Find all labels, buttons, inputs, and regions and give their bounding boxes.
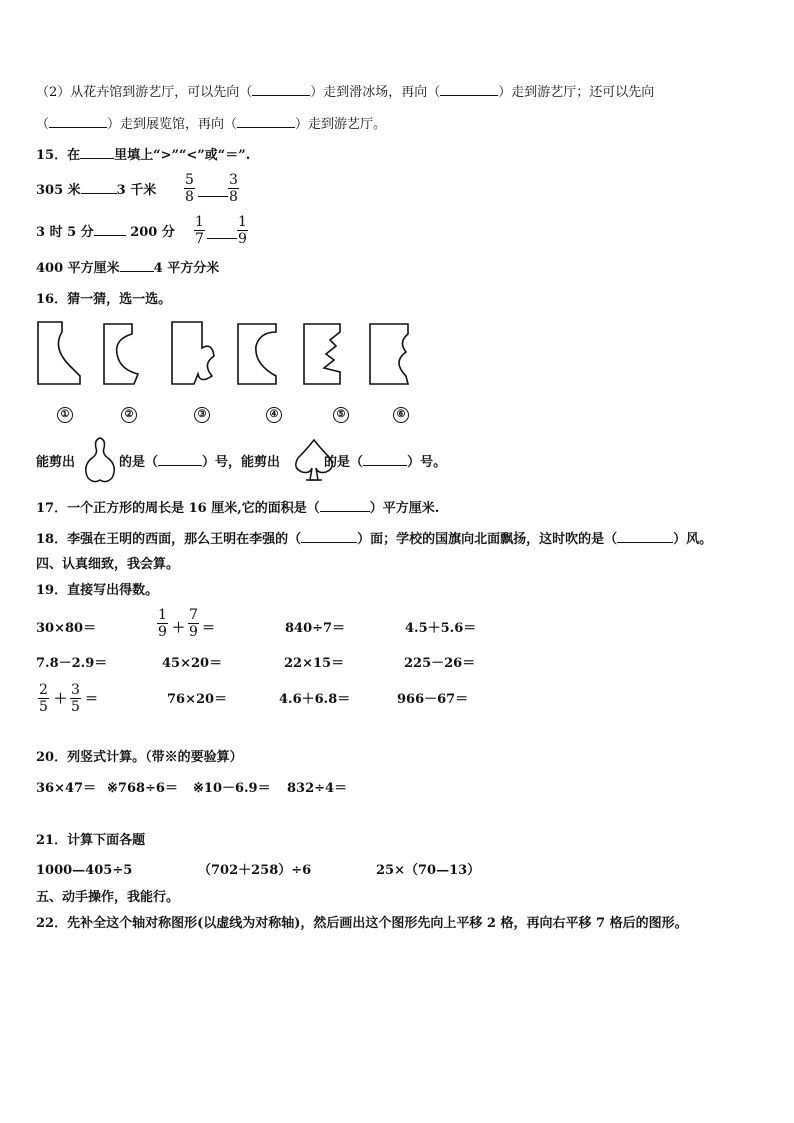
calc-item: 25×（70—13） bbox=[376, 863, 481, 878]
answer-blank[interactable] bbox=[617, 530, 673, 543]
calc-item: 840÷7＝ bbox=[285, 621, 346, 636]
calc-item: ※768÷6＝ bbox=[107, 781, 178, 796]
calc-item: 225－26＝ bbox=[404, 656, 476, 671]
cut-shape-2 bbox=[104, 324, 138, 384]
fraction: $\frac{1}{9}$ bbox=[238, 214, 247, 247]
fraction: $\frac{1}{7}$ bbox=[195, 214, 204, 247]
calc-item: ※10－6.9＝ bbox=[193, 781, 271, 796]
cut-shape-6 bbox=[370, 324, 408, 384]
spade-icon bbox=[292, 436, 336, 486]
calc-item: 22×15＝ bbox=[284, 656, 345, 671]
answer-blank[interactable] bbox=[49, 115, 107, 128]
q16-answer: 能剪出 的是（ ）号，能剪出 的是（ ）号。 bbox=[36, 455, 447, 470]
q21-title: 21．计算下面各题 bbox=[36, 833, 146, 848]
answer-blank[interactable] bbox=[440, 83, 498, 96]
q18: 18．李强在王明的西面，那么王明在李强的（ ）面；学校的国旗向北面飘扬，这时吹的是（ ）风。 bbox=[36, 532, 713, 547]
cut-shape-3 bbox=[172, 322, 214, 384]
calc-item: 1000—405÷5 bbox=[36, 863, 133, 878]
shape-label: ① bbox=[57, 407, 73, 423]
cut-shape-4 bbox=[238, 324, 276, 384]
answer-blank[interactable] bbox=[301, 530, 357, 543]
calc-item: 4.5＋5.6＝ bbox=[405, 621, 477, 636]
answer-blank[interactable] bbox=[120, 259, 154, 272]
fraction: $\frac{1}{9}$ bbox=[158, 607, 167, 640]
shape-label: ④ bbox=[266, 407, 282, 423]
q14-line1: （2）从花卉馆到游艺厅，可以先向（ ）走到滑冰场，再向（ ）走到游艺厅；还可以先向 bbox=[36, 85, 655, 100]
q17: 17．一个正方形的周长是 16 厘米,它的面积是（ ）平方厘米. bbox=[36, 501, 440, 516]
fraction: $\frac{7}{9}$ bbox=[189, 607, 198, 640]
answer-blank[interactable] bbox=[252, 83, 310, 96]
operator: ＋ bbox=[54, 692, 68, 707]
q16-title: 16．猜一猜，选一选。 bbox=[36, 292, 172, 307]
shape-label: ⑤ bbox=[333, 407, 349, 423]
answer-blank[interactable] bbox=[320, 499, 370, 512]
fraction: $\frac{5}{8}$ bbox=[185, 172, 194, 205]
calc-item: 7.8－2.9＝ bbox=[36, 656, 108, 671]
shape-label: ⑥ bbox=[393, 407, 409, 423]
section-5-heading: 五、动手操作，我能行。 bbox=[36, 890, 180, 905]
equals: ＝ bbox=[202, 621, 216, 636]
fraction: $\frac{2}{5}$ bbox=[39, 682, 48, 715]
answer-blank[interactable] bbox=[363, 453, 407, 466]
equals: ＝ bbox=[85, 692, 99, 707]
shape-label: ② bbox=[121, 407, 137, 423]
operator: ＋ bbox=[172, 621, 186, 636]
calc-item: （702＋258）÷6 bbox=[198, 863, 312, 878]
answer-blank[interactable] bbox=[237, 115, 295, 128]
q20-title: 20．列竖式计算。（带※的要验算） bbox=[36, 750, 243, 765]
gourd-icon bbox=[78, 436, 122, 486]
section-4-heading: 四、认真细致，我会算。 bbox=[36, 557, 180, 572]
q14-line2: （ ）走到展览馆，再向（ ）走到游艺厅。 bbox=[36, 117, 387, 132]
paper-cut-figures bbox=[30, 318, 430, 428]
shape-label: ③ bbox=[194, 407, 210, 423]
q19-title: 19．直接写出得数。 bbox=[36, 583, 159, 598]
cut-shape-5 bbox=[304, 324, 340, 384]
fraction: $\frac{3}{8}$ bbox=[229, 172, 238, 205]
calc-item: 36×47＝ bbox=[36, 781, 97, 796]
calc-item: 4.6＋6.8＝ bbox=[279, 692, 351, 707]
answer-blank[interactable] bbox=[207, 228, 237, 239]
answer-blank[interactable] bbox=[81, 181, 117, 194]
q15-title: 15．在 里填上“>”“<”或“＝”. bbox=[36, 148, 251, 163]
calc-item: 76×20＝ bbox=[167, 692, 228, 707]
fraction: $\frac{3}{5}$ bbox=[71, 682, 80, 715]
q15-row1: 305 米 3 千米 bbox=[36, 183, 157, 198]
calc-item: 45×20＝ bbox=[162, 656, 223, 671]
answer-blank[interactable] bbox=[158, 453, 202, 466]
q22: 22．先补全这个轴对称图形(以虚线为对称轴)，然后画出这个图形先向上平移 2 格，再向右平移 7 格后的图形。 bbox=[36, 916, 688, 931]
answer-blank[interactable] bbox=[198, 186, 228, 197]
calc-item: 30×80＝ bbox=[36, 621, 97, 636]
calc-item: 832÷4＝ bbox=[287, 781, 348, 796]
calc-item: 966－67＝ bbox=[397, 692, 469, 707]
answer-blank[interactable] bbox=[94, 223, 126, 236]
cut-shape-1 bbox=[38, 322, 80, 384]
q15-row3: 400 平方厘米 4 平方分米 bbox=[36, 261, 220, 276]
answer-blank[interactable] bbox=[80, 146, 114, 159]
q15-row2: 3 时 5 分 200 分 bbox=[36, 225, 175, 240]
